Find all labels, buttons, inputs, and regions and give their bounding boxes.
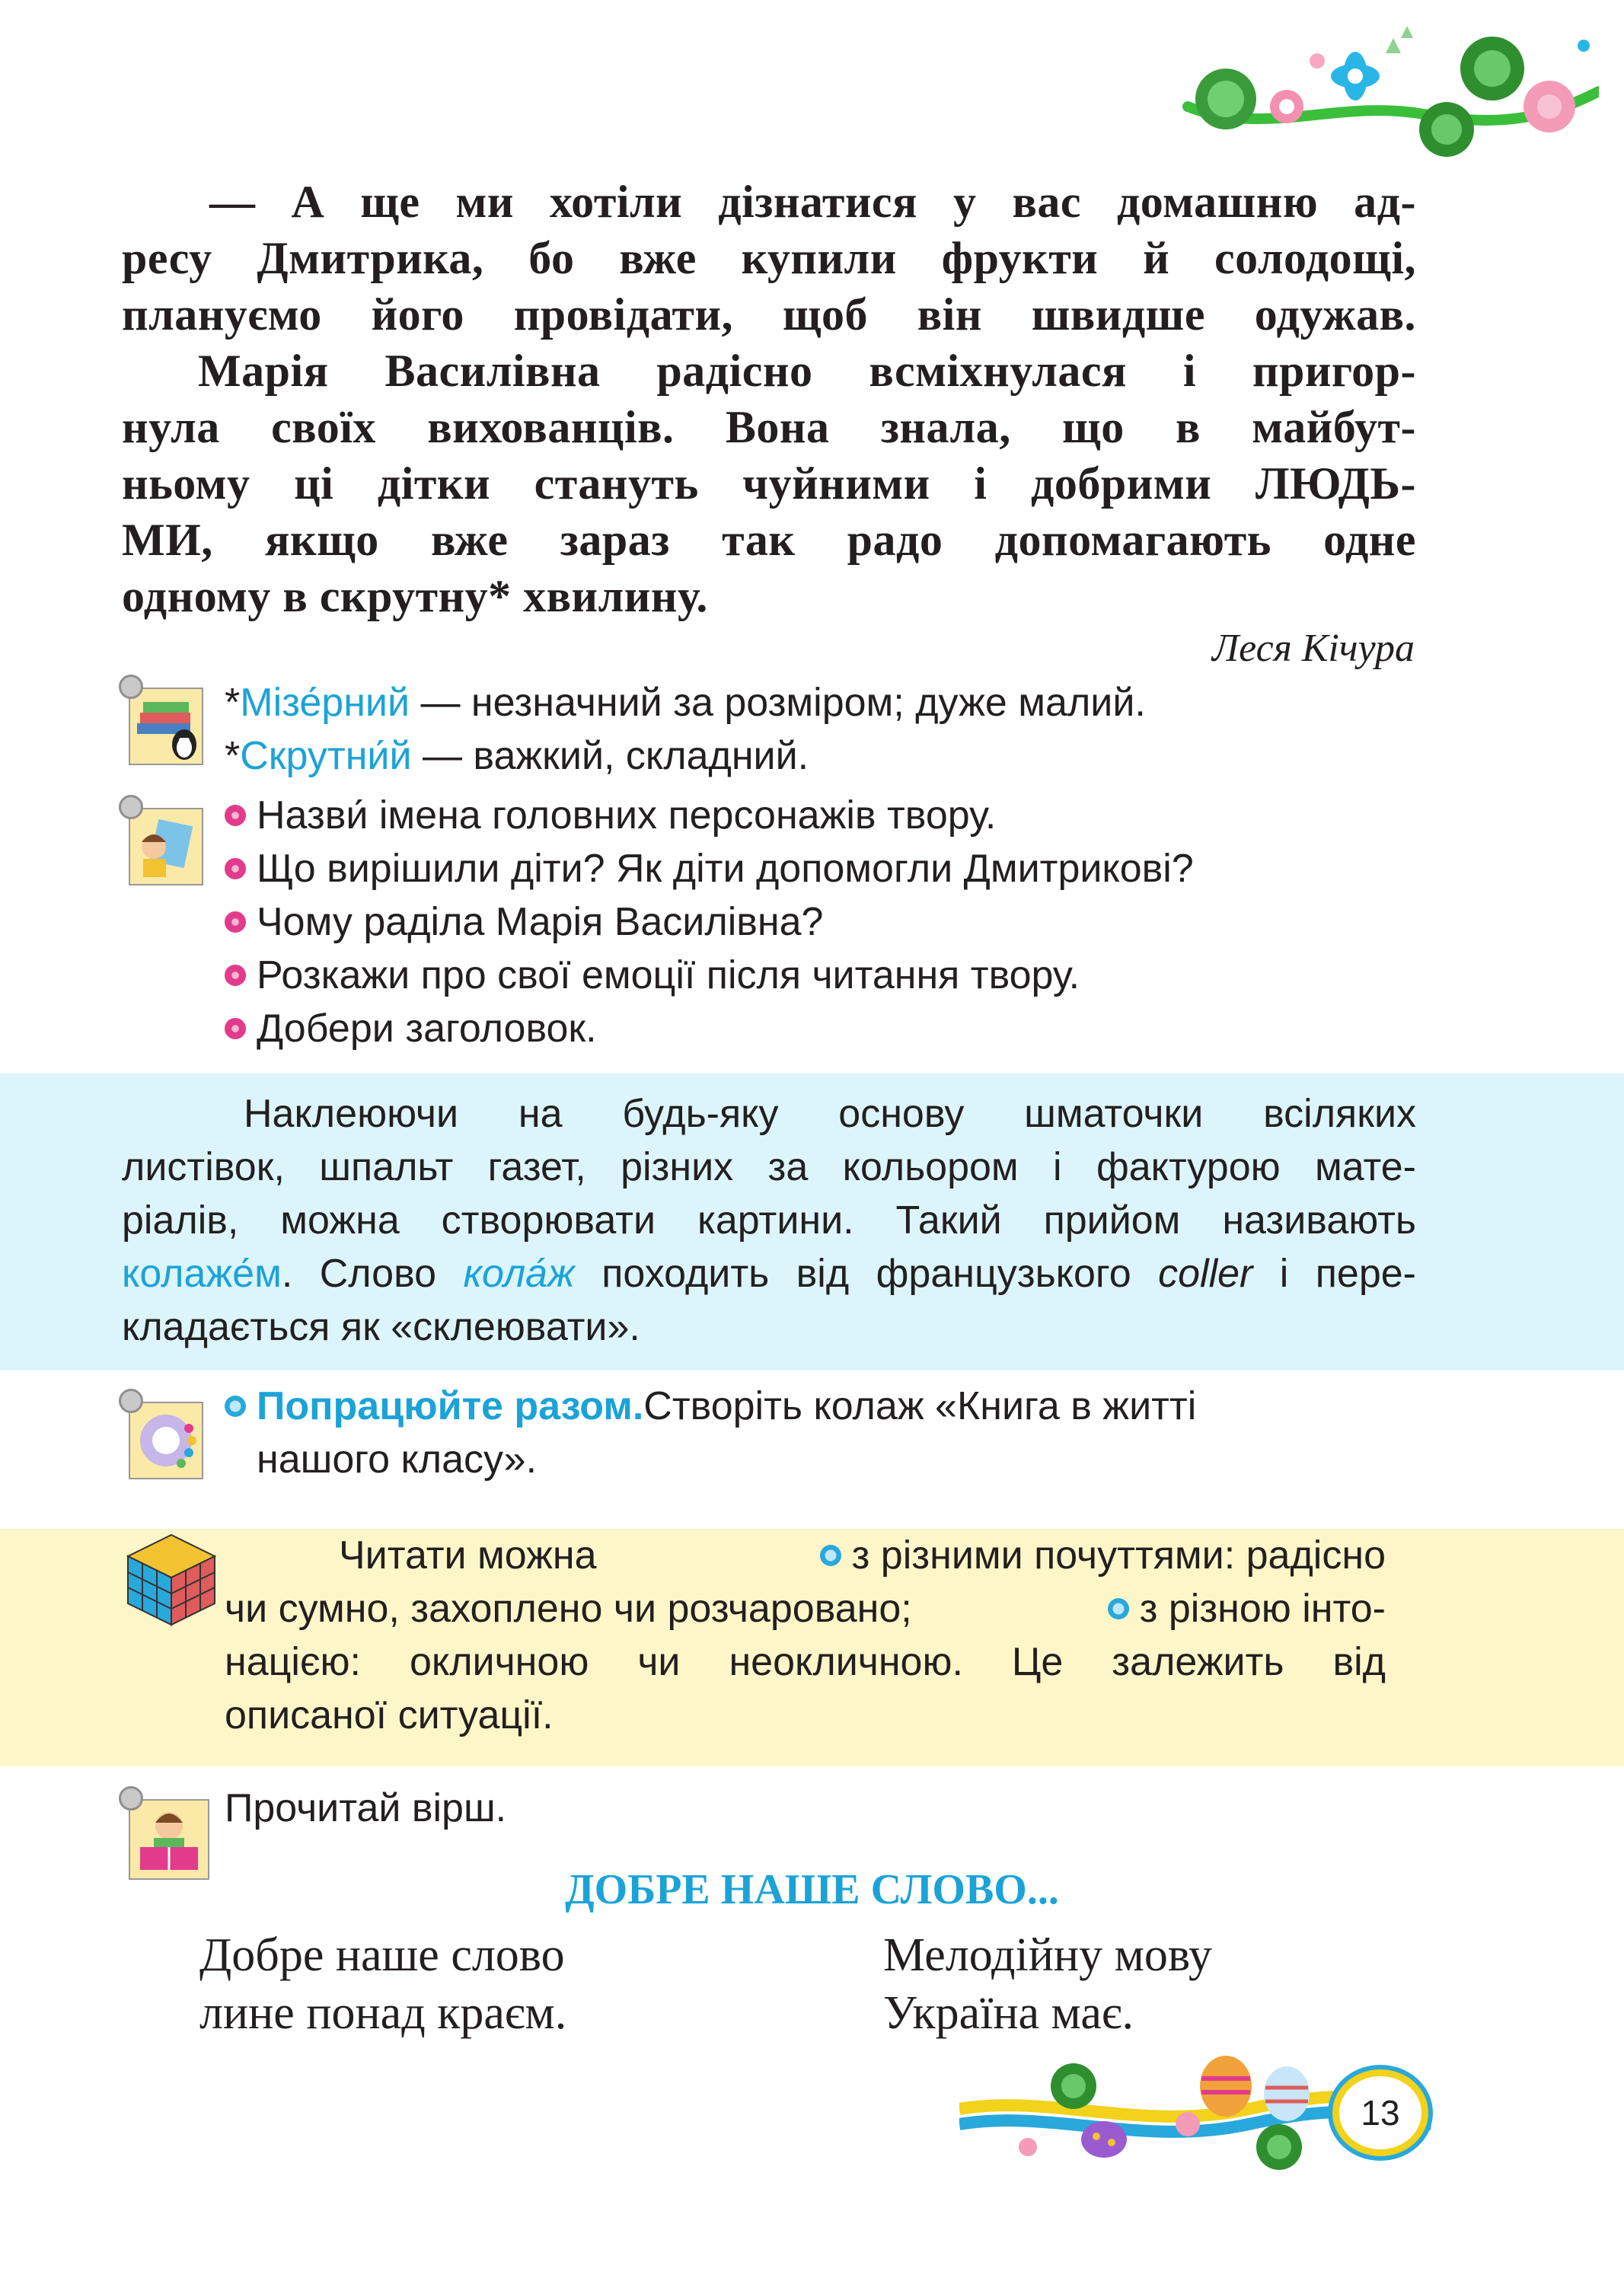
poem-title: ДОБРЕ НАШЕ СЛОВО...	[565, 1866, 1059, 1913]
task-label: Попрацюйте разом.	[257, 1384, 644, 1428]
bullet-icon	[820, 1545, 841, 1566]
poem-line: Україна має.	[883, 1987, 1134, 2039]
glossary-entry: *Скрутни́й — важкий, складний.	[225, 734, 809, 778]
story-line: ньому ці дітки стануть чуйними і добрими ЛЮДЬ-	[122, 458, 1416, 509]
page-number: 13	[1332, 2069, 1428, 2156]
reading-note-text: Читати можна з різними почуттями: радісно чи сумно, захоплено чи розчаровано; з різною інто- нацією: окличною чи неокличною. Це залежить від описаної ситуації.	[225, 1533, 1386, 1737]
poem-left-stanza	[199, 1926, 566, 2042]
list-item: Назви́ імена головних персонажів твору.	[225, 789, 1194, 842]
term-collage-word: кола́ж	[463, 1252, 575, 1296]
list-item: Що вирішили діти? Як діти допомогли Дмитрикові?	[225, 842, 1194, 895]
bullet-icon	[225, 911, 246, 933]
bullet-icon	[225, 965, 246, 986]
bullet-icon	[1108, 1598, 1129, 1619]
bullet-icon	[225, 858, 246, 879]
glossary-term: Мізе́рний	[240, 681, 410, 725]
glossary	[225, 676, 1146, 783]
glossary-term: Скрутни́й	[240, 734, 412, 778]
glossary-entry: *Мізе́рний — незначний за розміром; дуже малий.	[225, 681, 1146, 725]
list-item: Добери заголовок.	[225, 1002, 1194, 1055]
group-task: Попрацюйте разом. Створіть колаж «Книга в житті нашого класу».	[225, 1380, 1196, 1486]
poem-line: Добре наше слово	[199, 1929, 565, 1981]
foreign-word: coller	[1158, 1252, 1253, 1296]
story-text	[122, 174, 1416, 624]
list-item: Розкажи про свої емоції після читання твору.	[225, 949, 1194, 1002]
poem-line: Мелодійну мову	[883, 1929, 1213, 1981]
collage-info-text: Наклеюючи на будь-яку основу шматочки всіляких листівок, шпальт газет, різних за кольором і фактурою мате- ріалів, можна створювати картини. Такий прийом називають колаже́м. Слово кола́ж походить від французького coller і пере- кладається як «склеювати».	[122, 1092, 1416, 1349]
dictionary-icon	[123, 679, 207, 769]
term-collage: колаже́м	[122, 1252, 282, 1296]
glossary-definition: — незначний за розміром; дуже малий.	[410, 681, 1146, 725]
story-line: ресу Дмитрика, бо вже купили фрукти й солодощі,	[122, 233, 1416, 283]
list-item: Чому раділа Марія Василівна?	[225, 895, 1194, 949]
poem-line: лине понад краєм.	[199, 1987, 567, 2039]
story-line: одному в скрутну* хвилину.	[122, 571, 708, 621]
poem-right-stanza	[883, 1926, 1212, 2042]
story-line: нула своїх вихованців. Вона знала, що в майбут-	[122, 402, 1416, 452]
collage-term-line: колаже́м. Слово кола́ж походить від французького coller і пере-	[122, 1252, 1416, 1296]
bullet-icon	[225, 805, 246, 826]
floral-decoration-top	[1173, 23, 1599, 175]
questions-list	[225, 789, 1194, 1055]
bullet-icon	[225, 1018, 246, 1039]
story-line: МИ, якщо вже зараз так радо допомагають одне	[122, 515, 1416, 565]
story-line: Марія Василівна радісно всміхнулася і пригор-	[198, 346, 1416, 396]
questions-icon	[123, 799, 207, 889]
story-line: плануємо його провідати, щоб він швидше одужав.	[122, 289, 1416, 340]
bullet-icon	[225, 1396, 246, 1417]
group-work-icon	[123, 1393, 207, 1483]
instruction-text: Прочитай вірш.	[225, 1786, 507, 1830]
story-line: — А ще ми хотіли дізнатися у вас домашню ад-	[209, 177, 1416, 227]
glossary-definition: — важкий, складний.	[411, 734, 809, 778]
author-name: Леся Кічура	[1211, 627, 1415, 670]
rubiks-cube-icon	[122, 1530, 221, 1629]
